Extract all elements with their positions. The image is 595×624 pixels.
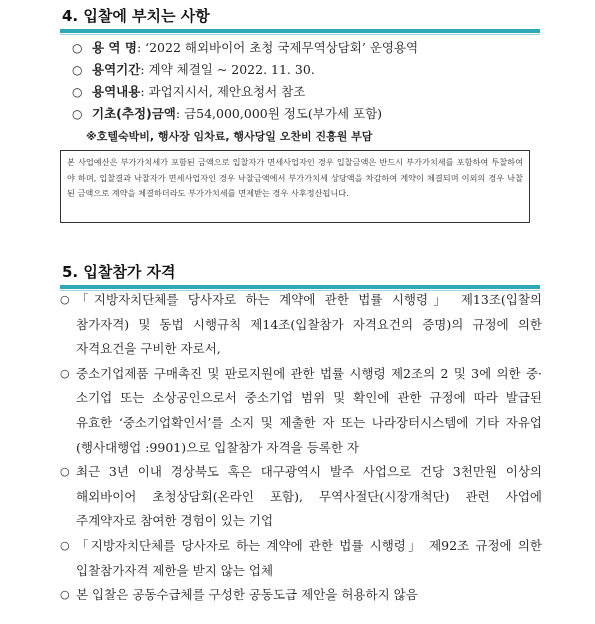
bullet-circle-icon: ○ [72,85,83,99]
bullet-circle-icon: ○ [60,293,70,306]
bullet-circle-icon: ○ [72,41,83,55]
cost-note-text: ※호텔숙박비, 행사장 임차료, 행사당일 오찬비 진흥원 부담 [86,130,373,143]
qualification-text: 본 입찰은 공동수급체를 구성한 공동도급 제안을 허용하지 않음 [76,587,418,603]
section-4-items [72,37,542,148]
section-4-rule-thin [60,34,540,35]
item-service-period [72,59,542,81]
vat-notice-text: 본 사업예산은 부가가치세가 포함된 금액으로 입찰자가 면세사업자인 경우 입찰금액은 반드시 부가가치세를 포함하여 투찰하여야 하며, 입찰결과 낙찰자가 면세사업자인 경우 낙찰금액에서 부가가치세 상당액을 차감하여 계약이 체결되며 이외의 경우 낙찰된 금액으로 계약을 체결하더라도 부가가치세를 면제받는 경우 사후정산됩니다. [67,157,523,198]
item-value: : 과업지시서, 제안요청서 참조 [140,84,306,99]
section-5-items [60,288,542,608]
item-value: : 금54,000,000원 정도(부가세 포함) [175,106,383,121]
item-value: : ‘2022 해외바이어 초청 국제무역상담회’ 운영용역 [136,40,419,55]
qualification-text: 중소기업제품 구매촉진 및 판로지원에 관한 법률 시행령 제2조의 2 및 3에 의한 중·소기업 또는 소상공인으로서 중소기업 범위 및 확인에 관한 규정에 따라 발급된 유효한 ‘중소기업확인서’를 소지 및 제출한 자 또는 나라장터시스템에 기타 자유업(행사대행업 :9901)으로 입찰참가 자격을 등록한 자 [76,365,542,455]
section-5-header [60,262,540,291]
qualification-item [60,534,542,583]
section-4-title: 4. 입찰에 부치는 사항 [62,7,210,25]
bullet-circle-icon: ○ [60,465,70,479]
section-4-header [60,6,540,35]
item-service-name [72,37,542,59]
item-label: 용 역 명 [92,40,137,55]
item-label: 기초(추정)금액 [92,106,176,121]
qualification-item [60,288,542,362]
section-4-rule [60,29,540,33]
bullet-circle-icon: ○ [60,538,70,552]
qualification-text: 「지방자치단체를 당사자로 하는 계약에 관한 법률 시행령」 제92조 규정에 의한 입찰참가자격 제한을 받지 않는 업체 [76,537,542,578]
item-label: 용역내용 [92,84,141,99]
item-label: 용역기간 [92,62,141,77]
qualification-text: 최근 3년 이내 경상북도 혹은 대구광역시 발주 사업으로 건당 3천만원 이상의 해외바이어 초청상담회(온라인 포함), 무역사절단(시장개척단) 관련 사업에 주계약자로 참여한 경험이 있는 기업 [76,464,542,529]
bullet-circle-icon: ○ [60,366,70,380]
item-service-content [72,81,542,103]
item-base-amount [72,103,542,125]
qualification-item [60,460,542,534]
bullet-circle-icon: ○ [72,63,83,77]
bullet-circle-icon: ○ [60,588,70,602]
item-value: : 계약 체결일 ~ 2022. 11. 30. [140,62,315,77]
cost-note [72,125,542,148]
section-5-title: 5. 입찰참가 자격 [62,263,176,281]
qualification-item [60,362,542,460]
bullet-circle-icon: ○ [72,107,83,121]
qualification-text: 「지방자치단체를 당사자로 하는 계약에 관한 법률 시행령」 제13조(입찰의 참가자격) 및 동법 시행규칙 제14조(입찰참가 자격요건의 증명)의 규정에 의한 자격요건을 구비한 자로서, [76,292,542,357]
vat-notice-box [60,150,530,223]
qualification-item [60,583,542,608]
